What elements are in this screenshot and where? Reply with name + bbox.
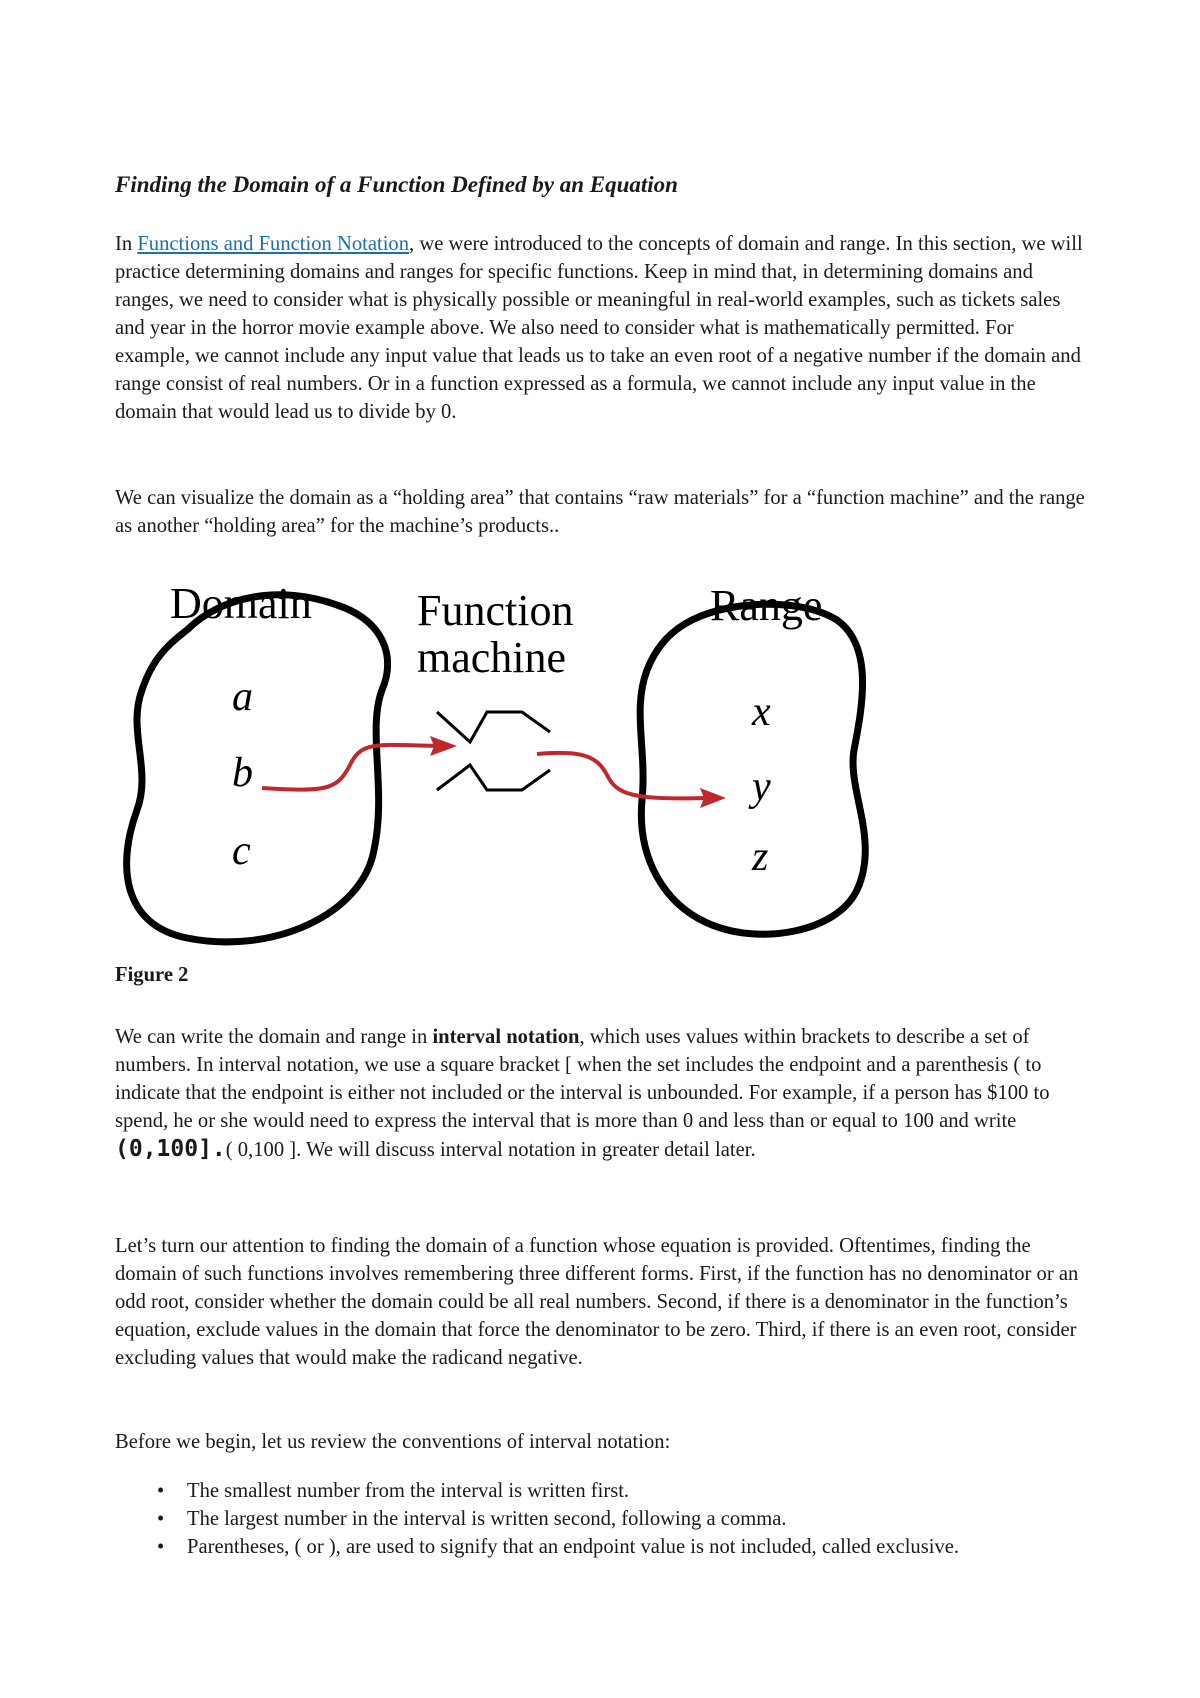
interval-prefix: We can write the domain and range in (115, 1026, 433, 1048)
section-title: Finding the Domain of a Function Defined by an Equation (115, 172, 678, 197)
list-item (115, 1477, 1075, 1505)
interval-notation-term: interval notation (432, 1026, 580, 1048)
range-label: Range (710, 581, 823, 630)
list-item (115, 1533, 1075, 1561)
figure-caption: Figure 2 (115, 964, 189, 986)
range-item-x: x (752, 689, 771, 735)
domain-item-b: b (232, 750, 253, 796)
bullet-icon: • (157, 1508, 165, 1530)
functions-notation-link[interactable]: Functions and Function Notation (137, 233, 410, 255)
domain-forms-paragraph: Let’s turn our attention to finding the domain of a function whose equation is provided. Oftentimes, finding the domain of such functions involves remembering three different forms. First, if the function has no denominator or an odd root, consider whether the domain could be all real numbers. Second, if there is a denominator in the function’s equation, exclude values in the domain that force the denominator to be zero. Third, if there is an even root, consider excluding values that would make the radicand negative. (115, 1235, 1079, 1369)
list-item (115, 1505, 1075, 1533)
mapping-arrow (262, 736, 726, 808)
conventions-list (115, 1477, 1075, 1561)
review-paragraph: Before we begin, let us review the conventions of interval notation: (115, 1431, 671, 1453)
function-machine-figure (112, 560, 892, 960)
interval-middle: , which uses values within brackets to describe a set of numbers. In interval notation, we use a square bracket [ when the set includes the endpoint and a parenthesis ( to indicate that the endpoint is either not included or the interval is unbounded. For example, if a person has $100 to spend, he or she would need to express the interval that is more than 0 and less than or equal to 100 and write (115, 1026, 1050, 1132)
intro-prefix: In (115, 233, 138, 255)
list-item-text: The smallest number from the interval is written first. (187, 1480, 630, 1502)
list-item-text: The largest number in the interval is written second, following a comma. (187, 1508, 787, 1530)
machine-label-line2: machine (417, 633, 567, 682)
interval-notation-paragraph (115, 1023, 1090, 1164)
interval-suffix: ( 0,100 ]. We will discuss interval notation in greater detail later. (225, 1139, 756, 1161)
interval-math: (0,100]. (115, 1136, 226, 1162)
domain-item-a: a (232, 674, 253, 720)
intro-rest: , we were introduced to the concepts of domain and range. In this section, we will practice determining domains and ranges for specific functions. Keep in mind that, in determining domains and ranges, we need to consider what is physically possible or meaningful in real-world examples, such as tickets sales and year in the horror movie example above. We also need to consider what is mathematically permitted. For example, we cannot include any input value that leads us to take an even root of a negative number if the domain and range consist of real numbers. Or in a function expressed as a formula, we cannot include any input value in the domain that would lead us to divide by 0. (115, 233, 1083, 423)
domain-item-c: c (232, 828, 251, 874)
range-item-y: y (752, 764, 771, 810)
bullet-icon: • (157, 1480, 165, 1502)
visualize-paragraph: We can visualize the domain as a “holding area” that contains “raw materials” for a “function machine” and the range as another “holding area” for the machine’s products.. (115, 487, 1085, 537)
machine-label-line1: Function (417, 586, 574, 635)
domain-label: Domain (170, 579, 312, 628)
list-item-text: Parentheses, ( or ), are used to signify that an endpoint value is not included, called exclusive. (187, 1536, 960, 1558)
function-machine-icon (437, 712, 550, 790)
intro-paragraph (115, 230, 1090, 426)
bullet-icon: • (157, 1536, 165, 1558)
range-item-z: z (752, 834, 769, 880)
